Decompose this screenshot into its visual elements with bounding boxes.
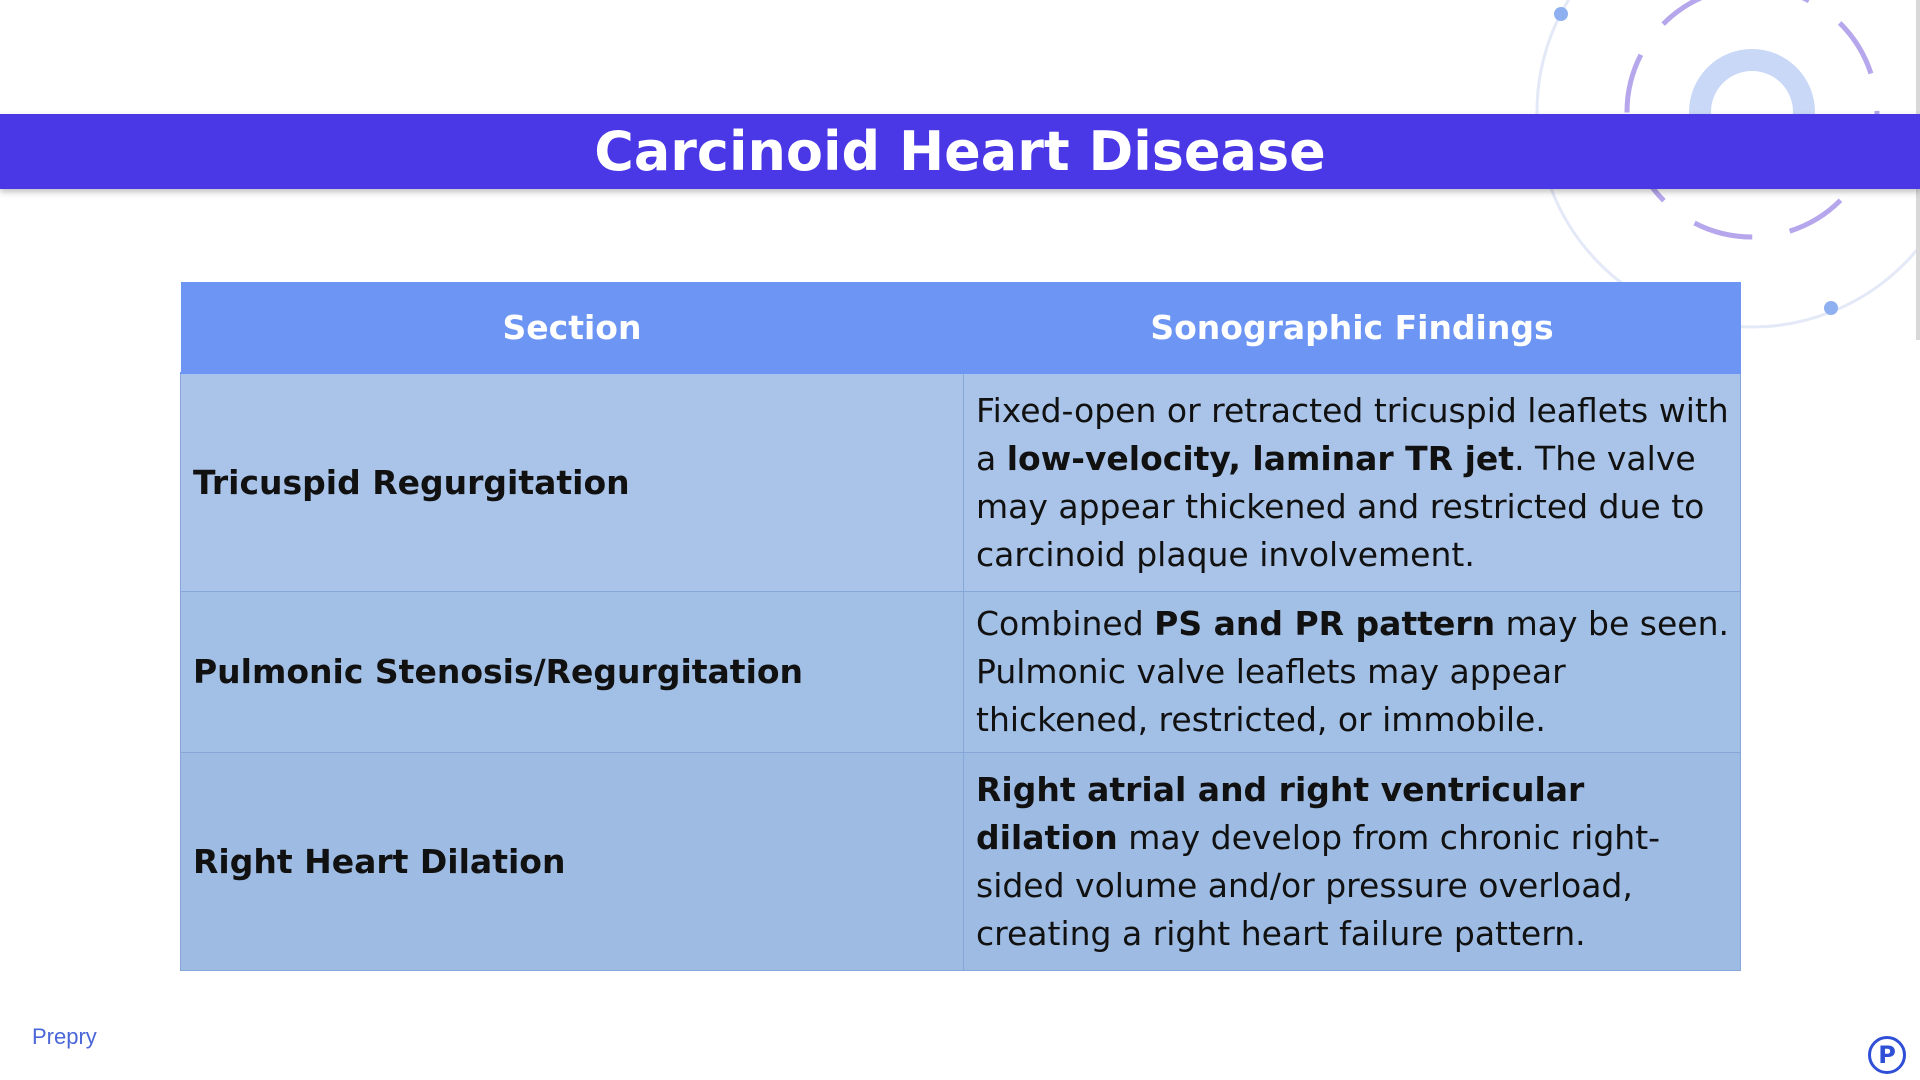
table-row <box>181 753 1741 971</box>
header-sonographic-findings: Sonographic Findings <box>964 282 1741 373</box>
findings-text: may develop from chronic right-sided volume and/or pressure overload, creating a right heart failure pattern. <box>976 817 1661 953</box>
section-cell: Right Heart Dilation <box>181 753 964 971</box>
section-cell: Tricuspid Regurgitation <box>181 373 964 592</box>
section-cell: Pulmonic Stenosis/Regurgitation <box>181 592 964 753</box>
findings-highlight: Right atrial and right ventricular dilation <box>976 769 1585 857</box>
findings-text: Combined <box>976 604 1155 643</box>
findings-cell <box>964 753 1741 971</box>
findings-text: . The valve may appear thickened and restricted due to carcinoid plaque involvement. <box>976 438 1705 574</box>
findings-highlight: PS and PR pattern <box>1154 604 1496 643</box>
header-section: Section <box>181 282 964 373</box>
findings-text: Fixed-open or retracted tricuspid leaflets with a <box>976 390 1729 478</box>
findings-cell <box>964 373 1741 592</box>
findings-text: may be seen. Pulmonic valve leaflets may appear thickened, restricted, or immobile. <box>976 604 1729 739</box>
slide-title: Carcinoid Heart Disease <box>594 120 1326 183</box>
findings-cell <box>964 592 1741 753</box>
table-row <box>181 592 1741 753</box>
footer-brand: Prepry <box>32 1024 97 1049</box>
findings-highlight: low-velocity, laminar TR jet <box>1006 438 1515 478</box>
title-bar <box>0 114 1920 189</box>
table-row <box>181 373 1741 592</box>
brand-logo-icon: P <box>1868 1036 1906 1074</box>
table-header-row <box>181 282 1741 373</box>
findings-table <box>180 282 1741 971</box>
